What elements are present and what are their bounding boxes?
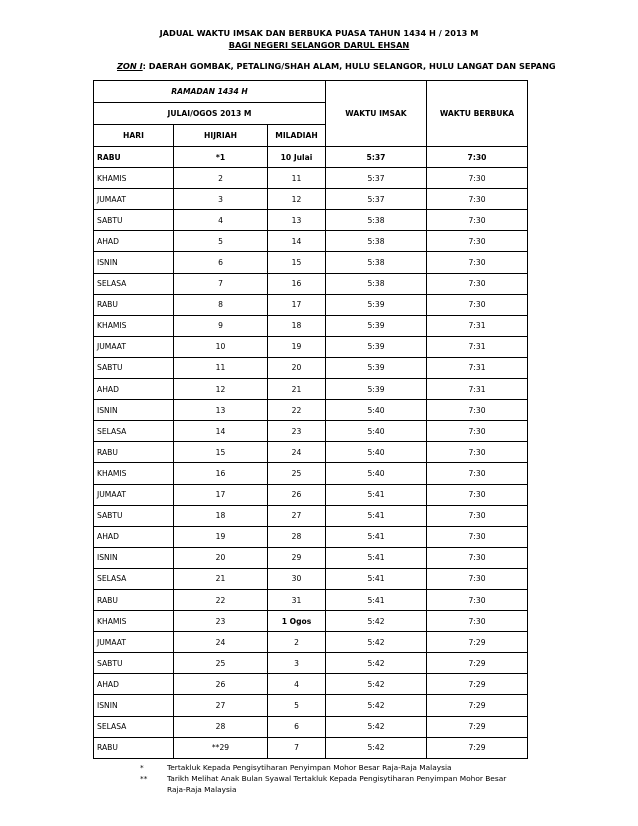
table-row xyxy=(94,674,528,695)
cell-hijriah: **29 xyxy=(174,737,268,758)
cell-hari: JUMAAT xyxy=(94,189,174,210)
cell-imsak: 5:39 xyxy=(326,336,427,357)
cell-berbuka: 7:30 xyxy=(427,463,528,484)
cell-imsak: 5:42 xyxy=(326,611,427,632)
cell-hijriah: 11 xyxy=(174,357,268,378)
cell-imsak: 5:39 xyxy=(326,357,427,378)
table-row xyxy=(94,589,528,610)
table-row xyxy=(94,147,528,168)
cell-miladiah: 24 xyxy=(268,442,326,463)
month-label: JULAI/OGOS 2013 M xyxy=(94,103,326,125)
cell-berbuka: 7:30 xyxy=(427,400,528,421)
cell-miladiah: 26 xyxy=(268,484,326,505)
cell-imsak: 5:40 xyxy=(326,442,427,463)
cell-imsak: 5:41 xyxy=(326,589,427,610)
cell-berbuka: 7:29 xyxy=(427,653,528,674)
cell-imsak: 5:37 xyxy=(326,147,427,168)
cell-hijriah: 7 xyxy=(174,273,268,294)
table-row xyxy=(94,210,528,231)
cell-berbuka: 7:30 xyxy=(427,189,528,210)
cell-hijriah: 23 xyxy=(174,611,268,632)
footnote-text: Tertakluk Kepada Pengisytiharan Penyimpan Mohor Besar Raja-Raja Malaysia xyxy=(167,763,452,772)
table-row xyxy=(94,463,528,484)
cell-imsak: 5:37 xyxy=(326,189,427,210)
cell-hari: SELASA xyxy=(94,273,174,294)
cell-hijriah: 18 xyxy=(174,505,268,526)
cell-miladiah: 30 xyxy=(268,568,326,589)
cell-hijriah: 21 xyxy=(174,568,268,589)
cell-hari: KHAMIS xyxy=(94,315,174,336)
cell-hijriah: 8 xyxy=(174,294,268,315)
cell-berbuka: 7:29 xyxy=(427,695,528,716)
cell-berbuka: 7:29 xyxy=(427,716,528,737)
cell-hari: SABTU xyxy=(94,653,174,674)
cell-imsak: 5:39 xyxy=(326,315,427,336)
cell-hari: JUMAAT xyxy=(94,484,174,505)
schedule-table xyxy=(93,80,528,759)
cell-miladiah: 31 xyxy=(268,589,326,610)
cell-hijriah: 26 xyxy=(174,674,268,695)
cell-berbuka: 7:30 xyxy=(427,294,528,315)
cell-imsak: 5:38 xyxy=(326,273,427,294)
header-row-ramadan xyxy=(94,81,528,103)
cell-miladiah: 10 Julai xyxy=(268,147,326,168)
cell-imsak: 5:41 xyxy=(326,526,427,547)
cell-hijriah: 17 xyxy=(174,484,268,505)
cell-hijriah: 22 xyxy=(174,589,268,610)
cell-miladiah: 15 xyxy=(268,252,326,273)
cell-berbuka: 7:29 xyxy=(427,737,528,758)
cell-imsak: 5:38 xyxy=(326,210,427,231)
cell-imsak: 5:41 xyxy=(326,484,427,505)
cell-hijriah: 4 xyxy=(174,210,268,231)
cell-hari: AHAD xyxy=(94,231,174,252)
cell-miladiah: 29 xyxy=(268,547,326,568)
cell-miladiah: 11 xyxy=(268,168,326,189)
footnote xyxy=(140,773,527,795)
cell-imsak: 5:38 xyxy=(326,231,427,252)
cell-hari: ISNIN xyxy=(94,252,174,273)
cell-miladiah: 14 xyxy=(268,231,326,252)
cell-berbuka: 7:30 xyxy=(427,168,528,189)
cell-hijriah: 25 xyxy=(174,653,268,674)
cell-berbuka: 7:30 xyxy=(427,484,528,505)
cell-hari: SABTU xyxy=(94,357,174,378)
cell-berbuka: 7:30 xyxy=(427,442,528,463)
cell-imsak: 5:40 xyxy=(326,400,427,421)
cell-berbuka: 7:30 xyxy=(427,611,528,632)
cell-hari: RABU xyxy=(94,589,174,610)
table-row xyxy=(94,315,528,336)
cell-hijriah: 9 xyxy=(174,315,268,336)
zone-label: ZON I xyxy=(117,61,143,71)
cell-berbuka: 7:30 xyxy=(427,210,528,231)
cell-imsak: 5:40 xyxy=(326,421,427,442)
cell-hari: KHAMIS xyxy=(94,611,174,632)
cell-berbuka: 7:30 xyxy=(427,273,528,294)
cell-miladiah: 23 xyxy=(268,421,326,442)
table-row xyxy=(94,611,528,632)
cell-hijriah: 28 xyxy=(174,716,268,737)
table-row xyxy=(94,379,528,400)
table-row xyxy=(94,547,528,568)
cell-imsak: 5:42 xyxy=(326,632,427,653)
table-row xyxy=(94,336,528,357)
col-miladiah-header: MILADIAH xyxy=(268,125,326,147)
cell-imsak: 5:39 xyxy=(326,379,427,400)
cell-hijriah: 15 xyxy=(174,442,268,463)
table-row xyxy=(94,231,528,252)
cell-hari: SABTU xyxy=(94,505,174,526)
cell-hari: AHAD xyxy=(94,526,174,547)
cell-hijriah: 16 xyxy=(174,463,268,484)
table-row xyxy=(94,526,528,547)
table-row xyxy=(94,357,528,378)
cell-miladiah: 17 xyxy=(268,294,326,315)
table-row xyxy=(94,273,528,294)
cell-imsak: 5:42 xyxy=(326,674,427,695)
cell-berbuka: 7:30 xyxy=(427,421,528,442)
zone-text: : DAERAH GOMBAK, PETALING/SHAH ALAM, HULU SELANGOR, HULU LANGAT DAN SEPANG xyxy=(142,61,556,71)
cell-hijriah: 19 xyxy=(174,526,268,547)
table-row xyxy=(94,505,528,526)
cell-berbuka: 7:29 xyxy=(427,632,528,653)
cell-berbuka: 7:30 xyxy=(427,589,528,610)
cell-miladiah: 16 xyxy=(268,273,326,294)
table-row xyxy=(94,695,528,716)
cell-berbuka: 7:31 xyxy=(427,315,528,336)
cell-miladiah: 28 xyxy=(268,526,326,547)
cell-berbuka: 7:30 xyxy=(427,252,528,273)
cell-hari: JUMAAT xyxy=(94,336,174,357)
cell-miladiah: 2 xyxy=(268,632,326,653)
table-row xyxy=(94,252,528,273)
footnote-mark: ** xyxy=(140,774,148,783)
col-imsak-header: WAKTU IMSAK xyxy=(326,81,427,147)
cell-hari: ISNIN xyxy=(94,547,174,568)
cell-miladiah: 18 xyxy=(268,315,326,336)
cell-imsak: 5:41 xyxy=(326,505,427,526)
table-row xyxy=(94,716,528,737)
cell-hijriah: 27 xyxy=(174,695,268,716)
zone-line xyxy=(117,61,556,71)
cell-imsak: 5:39 xyxy=(326,294,427,315)
cell-berbuka: 7:31 xyxy=(427,336,528,357)
document-subtitle: BAGI NEGERI SELANGOR DARUL EHSAN xyxy=(228,40,410,50)
cell-hari: ISNIN xyxy=(94,695,174,716)
cell-hari: RABU xyxy=(94,294,174,315)
cell-hari: JUMAAT xyxy=(94,632,174,653)
cell-imsak: 5:37 xyxy=(326,168,427,189)
cell-miladiah: 21 xyxy=(268,379,326,400)
cell-hijriah: 24 xyxy=(174,632,268,653)
col-hari-header: HARI xyxy=(94,125,174,147)
cell-hijriah: 10 xyxy=(174,336,268,357)
cell-hari: KHAMIS xyxy=(94,463,174,484)
table-row xyxy=(94,632,528,653)
cell-miladiah: 20 xyxy=(268,357,326,378)
col-berbuka-header: WAKTU BERBUKA xyxy=(427,81,528,147)
cell-hijriah: 2 xyxy=(174,168,268,189)
cell-berbuka: 7:30 xyxy=(427,231,528,252)
cell-imsak: 5:42 xyxy=(326,716,427,737)
cell-miladiah: 5 xyxy=(268,695,326,716)
cell-miladiah: 19 xyxy=(268,336,326,357)
cell-hijriah: 14 xyxy=(174,421,268,442)
cell-imsak: 5:38 xyxy=(326,252,427,273)
cell-hijriah: 12 xyxy=(174,379,268,400)
table-row xyxy=(94,421,528,442)
cell-hijriah: 6 xyxy=(174,252,268,273)
cell-hari: RABU xyxy=(94,147,174,168)
cell-miladiah: 7 xyxy=(268,737,326,758)
cell-hijriah: 13 xyxy=(174,400,268,421)
document-title: JADUAL WAKTU IMSAK DAN BERBUKA PUASA TAHUN 1434 H / 2013 M xyxy=(159,28,479,38)
cell-berbuka: 7:30 xyxy=(427,568,528,589)
cell-hari: RABU xyxy=(94,737,174,758)
table-row xyxy=(94,189,528,210)
cell-hari: RABU xyxy=(94,442,174,463)
cell-miladiah: 27 xyxy=(268,505,326,526)
table-row xyxy=(94,294,528,315)
cell-berbuka: 7:30 xyxy=(427,147,528,168)
cell-hari: KHAMIS xyxy=(94,168,174,189)
cell-miladiah: 25 xyxy=(268,463,326,484)
cell-hijriah: *1 xyxy=(174,147,268,168)
table-row xyxy=(94,737,528,758)
cell-hari: ISNIN xyxy=(94,400,174,421)
table-row xyxy=(94,653,528,674)
cell-imsak: 5:42 xyxy=(326,653,427,674)
cell-berbuka: 7:29 xyxy=(427,674,528,695)
cell-miladiah: 13 xyxy=(268,210,326,231)
cell-miladiah: 12 xyxy=(268,189,326,210)
cell-hari: SELASA xyxy=(94,716,174,737)
footnote-mark: * xyxy=(140,763,144,772)
footnote xyxy=(140,762,527,773)
cell-hijriah: 3 xyxy=(174,189,268,210)
table-row xyxy=(94,168,528,189)
cell-imsak: 5:41 xyxy=(326,547,427,568)
cell-imsak: 5:41 xyxy=(326,568,427,589)
cell-imsak: 5:42 xyxy=(326,695,427,716)
footnotes xyxy=(140,762,527,795)
cell-berbuka: 7:30 xyxy=(427,547,528,568)
cell-hijriah: 20 xyxy=(174,547,268,568)
col-hijriah-header: HIJRIAH xyxy=(174,125,268,147)
ramadan-label: RAMADAN 1434 H xyxy=(94,81,326,103)
cell-hijriah: 5 xyxy=(174,231,268,252)
cell-hari: SELASA xyxy=(94,568,174,589)
cell-berbuka: 7:31 xyxy=(427,379,528,400)
cell-miladiah: 6 xyxy=(268,716,326,737)
cell-berbuka: 7:31 xyxy=(427,357,528,378)
cell-imsak: 5:40 xyxy=(326,463,427,484)
cell-hari: SABTU xyxy=(94,210,174,231)
cell-hari: AHAD xyxy=(94,674,174,695)
cell-berbuka: 7:30 xyxy=(427,526,528,547)
table-row xyxy=(94,568,528,589)
table-row xyxy=(94,484,528,505)
cell-hari: SELASA xyxy=(94,421,174,442)
cell-miladiah: 4 xyxy=(268,674,326,695)
cell-miladiah: 3 xyxy=(268,653,326,674)
cell-hari: AHAD xyxy=(94,379,174,400)
cell-miladiah: 22 xyxy=(268,400,326,421)
cell-berbuka: 7:30 xyxy=(427,505,528,526)
table-row xyxy=(94,400,528,421)
cell-imsak: 5:42 xyxy=(326,737,427,758)
cell-miladiah: 1 Ogos xyxy=(268,611,326,632)
table-row xyxy=(94,442,528,463)
footnote-text: Tarikh Melihat Anak Bulan Syawal Tertakluk Kepada Pengisytiharan Penyimpan Mohor Besar Raja-Raja Malaysia xyxy=(167,774,507,794)
